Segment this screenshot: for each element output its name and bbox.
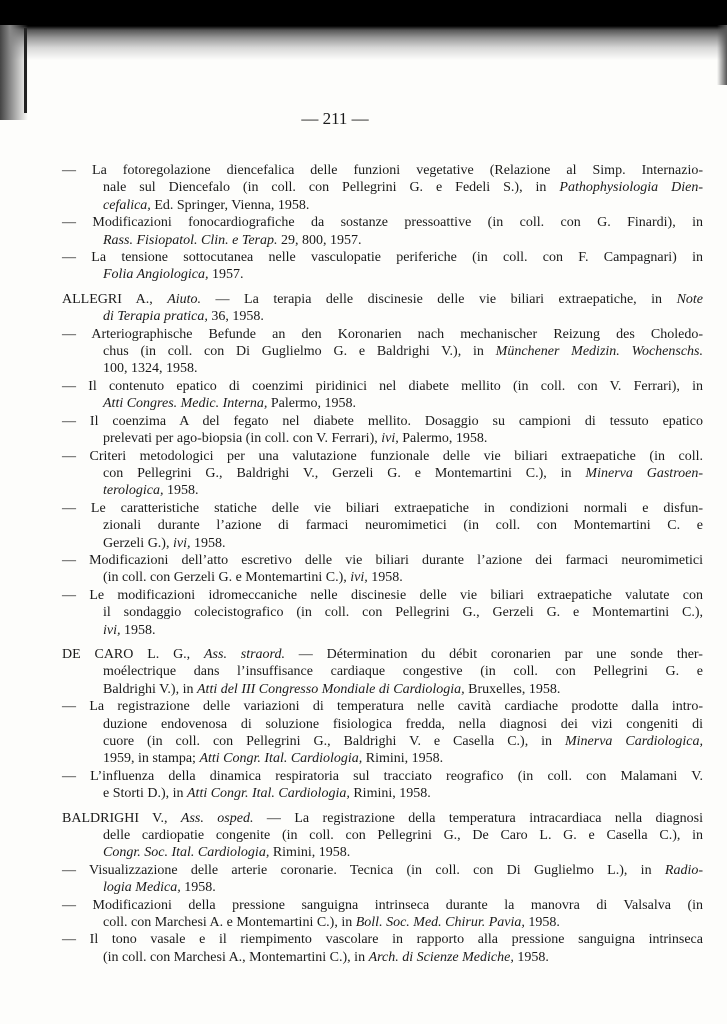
citation-text: Palermo, 1958. bbox=[398, 431, 488, 447]
entry-line bbox=[62, 733, 703, 750]
citation-text: il sondaggio colecistografico (in coll. con Pellegrini G., Gerzeli G. e Montemartini C.), bbox=[103, 605, 703, 621]
entry-line bbox=[62, 768, 703, 785]
citation-italic-text: Atti del III Congresso Mondiale di Cardiologia, bbox=[197, 681, 465, 697]
citation-text: — Le caratteristiche statiche delle vie biliari extraepatiche in condizioni normali e disfun- bbox=[62, 500, 703, 516]
bibliography-entry bbox=[62, 413, 703, 448]
citation-text: 36, 1958. bbox=[207, 309, 264, 325]
citation-text: — Modificazioni dell’atto escretivo delle vie biliari durante l’azione dei farmaci neuromimetici bbox=[62, 552, 703, 568]
citation-text: BALDRIGHI V., bbox=[62, 810, 181, 826]
entry-line bbox=[62, 482, 703, 499]
entry-line bbox=[62, 535, 703, 552]
citation-italic-text: Aiuto. bbox=[167, 291, 202, 307]
citation-italic-text: Minerva Cardiologica, bbox=[564, 734, 704, 749]
entry-line bbox=[62, 500, 703, 517]
entry-line bbox=[62, 232, 703, 249]
citation-text: (in coll. con Marchesi A., Montemartini C.), in bbox=[103, 949, 369, 965]
citation-text: — La terapia delle discinesie delle vie biliari extraepatiche, in bbox=[201, 291, 677, 307]
entry-line bbox=[62, 249, 703, 266]
entry-line bbox=[62, 716, 703, 733]
bibliography-continuation bbox=[62, 162, 703, 284]
scan-edge-top bbox=[0, 0, 727, 60]
entry-line bbox=[62, 862, 703, 879]
citation-text: 1958. bbox=[524, 915, 560, 931]
entry-line bbox=[62, 343, 703, 360]
entry-line bbox=[62, 663, 703, 680]
citation-text: 1957. bbox=[208, 267, 244, 283]
citation-italic-text: Congr. Soc. Ital. Cardiologia, bbox=[103, 845, 270, 861]
bibliography-baldrighi bbox=[62, 810, 703, 967]
citation-italic-text: Atti Congr. Ital. Cardiologia, bbox=[199, 751, 363, 767]
citation-text: — La registrazione delle variazioni di temperatura nelle cavità cardiache prodotte dalla intro- bbox=[62, 699, 703, 715]
bibliography-entry bbox=[62, 500, 703, 552]
citation-italic-text: ivi, bbox=[103, 622, 121, 638]
scan-edge-right bbox=[717, 25, 727, 85]
citation-italic-text: ivi, bbox=[172, 535, 191, 551]
citation-text: Palermo, 1958. bbox=[267, 396, 356, 412]
bibliography-entry bbox=[62, 162, 703, 214]
entry-line bbox=[62, 395, 703, 412]
entry-line bbox=[62, 698, 703, 715]
citation-text: 100, 1324, 1958. bbox=[103, 361, 198, 377]
entry-line bbox=[62, 646, 703, 663]
citation-text: — Visualizzazione delle arterie coronarie. Tecnica (in coll. con Di Guglielmo L.), in bbox=[62, 862, 665, 878]
entry-line bbox=[62, 879, 703, 896]
citation-italic-text: Ass. osped. bbox=[180, 810, 254, 826]
citation-text: Baldrighi V.), in bbox=[103, 681, 197, 697]
entry-line bbox=[62, 750, 703, 767]
entry-line bbox=[62, 622, 703, 639]
entry-line bbox=[62, 448, 703, 465]
citation-italic-text: Pathophysiologia Dien- bbox=[559, 180, 703, 196]
bibliography-entry bbox=[62, 768, 703, 803]
citation-text: (in coll. con Gerzeli G. e Montemartini C.), bbox=[103, 570, 351, 586]
citation-italic-text: Atti Congr. Ital. Cardiologia, bbox=[187, 786, 350, 802]
citation-text: Rimini, 1958. bbox=[349, 786, 431, 802]
citation-text: chus (in coll. con Di Guglielmo G. e Baldrighi V.), in bbox=[103, 344, 496, 360]
citation-text: Rimini, 1958. bbox=[362, 751, 444, 767]
citation-text: DE CARO L. G., bbox=[62, 646, 204, 662]
citation-italic-text: Ass. straord. bbox=[204, 646, 285, 662]
citation-text: 1958. bbox=[367, 570, 403, 586]
entry-line bbox=[62, 785, 703, 802]
bibliography-entry bbox=[62, 897, 703, 932]
citation-italic-text: terologica, bbox=[103, 483, 164, 499]
citation-text: — Il coenzima A del fegato nel diabete mellito. Dosaggio su campioni di tessuto epatico bbox=[62, 413, 703, 429]
entry-line bbox=[62, 844, 703, 861]
citation-text: prelevati per ago-biopsia (in coll. con V. Ferrari), bbox=[103, 431, 382, 447]
bibliography-de-caro bbox=[62, 646, 703, 803]
entry-line bbox=[62, 552, 703, 569]
bibliography-allegri bbox=[62, 291, 703, 639]
citation-text: coll. con Marchesi A. e Montemartini C.), in bbox=[103, 915, 356, 931]
citation-text: 1958. bbox=[180, 880, 216, 896]
entry-line bbox=[62, 827, 703, 844]
citation-italic-text: logia Medica, bbox=[103, 880, 181, 896]
citation-text: Gerzeli G.), bbox=[103, 535, 173, 551]
entry-line bbox=[62, 162, 703, 179]
entry-line bbox=[62, 360, 703, 377]
entry-line bbox=[62, 517, 703, 534]
entry-line bbox=[62, 681, 703, 698]
citation-italic-text: Minerva Gastroen- bbox=[585, 465, 703, 481]
citation-text: 1958. bbox=[190, 535, 226, 551]
citation-text: Bruxelles, 1958. bbox=[464, 681, 561, 697]
entry-line bbox=[62, 378, 703, 395]
entry-line bbox=[62, 587, 703, 604]
bibliography-entry bbox=[62, 698, 703, 768]
citation-italic-text: Folia Angiologica, bbox=[103, 267, 209, 283]
citation-text: Ed. Springer, Vienna, 1958. bbox=[150, 197, 310, 213]
citation-text: Rimini, 1958. bbox=[269, 845, 351, 861]
bibliography-entry bbox=[62, 862, 703, 897]
citation-italic-text: cefalica, bbox=[103, 197, 151, 213]
citation-text: moélectrique dans l’insuffisance cardiaque congestive (in coll. con Pellegrini G. e bbox=[103, 664, 703, 680]
entry-line bbox=[62, 931, 703, 948]
entry-line bbox=[62, 179, 703, 196]
bibliography-entry bbox=[62, 378, 703, 413]
entry-line bbox=[62, 949, 703, 966]
citation-text: 1958. bbox=[513, 949, 549, 965]
bibliography bbox=[62, 162, 703, 966]
entry-line bbox=[62, 430, 703, 447]
citation-text: — Le modificazioni idromeccaniche nelle discinesie delle vie biliari extraepatiche valutate con bbox=[62, 587, 703, 603]
citation-italic-text: Arch. di Scienze Mediche, bbox=[368, 949, 514, 965]
bibliography-entry bbox=[62, 931, 703, 966]
bibliography-entry bbox=[62, 291, 703, 326]
entry-line bbox=[62, 810, 703, 827]
citation-text: ALLEGRI A., bbox=[62, 291, 168, 307]
entry-line bbox=[62, 569, 703, 586]
entry-line bbox=[62, 465, 703, 482]
citation-text: 1959, in stampa; bbox=[103, 751, 200, 767]
entry-line bbox=[62, 326, 703, 343]
citation-text: — L’influenza della dinamica respiratoria sul tracciato reografico (in coll. con Malamani V. bbox=[62, 768, 703, 784]
citation-text: e Storti D.), in bbox=[103, 786, 187, 802]
bibliography-entry bbox=[62, 448, 703, 500]
citation-italic-text: Münchener Medizin. Wochenschs. bbox=[495, 344, 703, 360]
entry-line bbox=[62, 291, 703, 308]
entry-line bbox=[62, 413, 703, 430]
citation-italic-text: ivi, bbox=[381, 431, 399, 447]
citation-italic-text: di Terapia pratica, bbox=[103, 309, 208, 325]
entry-line bbox=[62, 214, 703, 231]
citation-text: — Il tono vasale e il riempimento vascolare in rapporto alla pressione sanguigna intrinseca bbox=[62, 932, 703, 948]
bibliography-entry bbox=[62, 326, 703, 378]
bibliography-entry bbox=[62, 587, 703, 639]
citation-text: delle cardiopatie congenite (in coll. con Pellegrini G., De Caro L. G. e Casella C.), in bbox=[103, 828, 703, 844]
bibliography-entry bbox=[62, 249, 703, 284]
citation-text: — La registrazione della temperatura intracardiaca nella diagnosi bbox=[253, 810, 703, 826]
citation-text: — Modificazioni della pressione sanguigna intrinseca durante la manovra di Valsalva (in bbox=[62, 897, 703, 913]
citation-italic-text: Radio- bbox=[664, 862, 703, 878]
entry-line bbox=[62, 266, 703, 283]
citation-italic-text: ivi, bbox=[350, 570, 368, 586]
citation-italic-text: Note bbox=[676, 291, 704, 307]
scan-edge-left-line bbox=[24, 28, 27, 113]
citation-text: 1958. bbox=[163, 483, 199, 499]
entry-line bbox=[62, 197, 703, 214]
citation-text: — La tensione sottocutanea nelle vasculopatie periferiche (in coll. con F. Campagnari) in bbox=[62, 250, 703, 266]
entry-line bbox=[62, 604, 703, 621]
citation-text: con Pellegrini G., Baldrighi V., Gerzeli G. e Montemartini C.), in bbox=[103, 465, 586, 481]
bibliography-entry bbox=[62, 646, 703, 698]
entry-line bbox=[62, 897, 703, 914]
citation-text: 29, 800, 1957. bbox=[277, 232, 362, 248]
citation-text: — Il contenuto epatico di coenzimi piridinici nel diabete mellito (in coll. con V. Ferrari), in bbox=[62, 378, 703, 394]
citation-text: cuore (in coll. con Pellegrini G., Baldrighi V. e Casella C.), in bbox=[103, 734, 565, 749]
entry-line bbox=[62, 914, 703, 931]
citation-text: — La fotoregolazione diencefalica delle funzioni vegetative (Relazione al Simp. Internazio- bbox=[62, 163, 703, 178]
citation-text: — Modificazioni fonocardiografiche da sostanze pressoattive (in coll. con G. Finardi), in bbox=[62, 215, 703, 231]
citation-italic-text: Boll. Soc. Med. Chirur. Pavia, bbox=[355, 915, 525, 931]
citation-text: — Criteri metodologici per una valutazione funzionale delle vie biliari extraepatiche (in coll. bbox=[62, 448, 703, 464]
citation-text: 1958. bbox=[120, 622, 156, 638]
entry-line bbox=[62, 308, 703, 325]
citation-italic-text: Rass. Fisiopatol. Clin. e Terap. bbox=[103, 232, 278, 248]
citation-italic-text: Atti Congres. Medic. Interna, bbox=[103, 396, 268, 412]
citation-text: nale sul Diencefalo (in coll. con Pellegrini G. e Fedeli S.), in bbox=[103, 180, 560, 196]
bibliography-entry bbox=[62, 552, 703, 587]
citation-text: — Arteriographische Befunde an den Koronarien nach mechanischer Reizung des Choledo- bbox=[62, 326, 703, 342]
citation-text: duzione endovenosa di soluzione fisiologica fredda, nella diagnosi dei vizi congeniti di bbox=[103, 716, 703, 732]
bibliography-entry bbox=[62, 214, 703, 249]
page-number: — 211 — bbox=[301, 109, 369, 128]
citation-text: zionali durante l’azione di farmaci neuromimetici (in coll. con Montemartini C. e bbox=[103, 518, 703, 534]
citation-text: — Détermination du débit coronarien par une sonde ther- bbox=[284, 646, 703, 662]
bibliography-entry bbox=[62, 810, 703, 862]
